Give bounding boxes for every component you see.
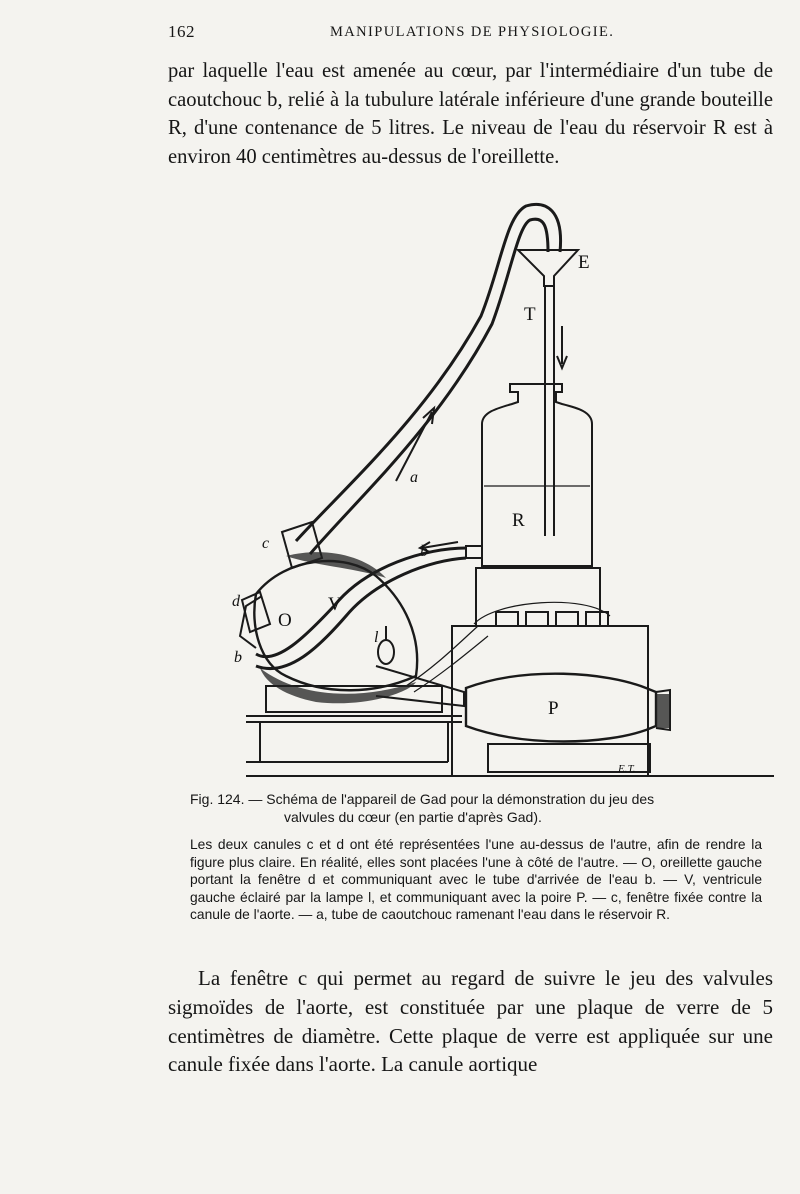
engraver-signature: E.T. <box>618 763 636 775</box>
label-c: c <box>262 535 270 552</box>
label-a: a <box>410 469 418 486</box>
label-P: P <box>548 698 559 719</box>
label-T: T <box>524 304 536 325</box>
figure-caption <box>190 790 762 924</box>
caption-title-line-2: valvules du cœur (en partie d'après Gad). <box>284 809 542 825</box>
running-head <box>168 22 773 46</box>
body-paragraph-1: par laquelle l'eau est amenée au cœur, par l'intermédiaire d'un tube de caoutchouc b, relié à la tubulure latérale inférieure d'une grande bouteille R, d'une contenance de 5 litres. Le niveau de l'eau du réservoir R est à environ 40 centimètres au-dessus de l'oreillette. <box>168 60 773 168</box>
label-V: V <box>328 594 342 615</box>
page-number: 162 <box>168 22 195 41</box>
label-b: b <box>420 543 428 560</box>
label-R: R <box>512 510 525 531</box>
label-b-lower: b <box>234 649 242 666</box>
caption-title-line-1: Fig. 124. — Schéma de l'appareil de Gad pour la démonstration du jeu des <box>190 791 655 807</box>
figure-gad-apparatus <box>226 196 786 786</box>
running-title: MANIPULATIONS DE PHYSIOLOGIE. <box>330 24 615 40</box>
body-paragraph-2: La fenêtre c qui permet au regard de suivre le jeu des valvules sigmoïdes de l'aorte, est constituée par une plaque de verre de 5 centimètres de diamètre. Cette plaque de verre est appliquée sur une canule fixée dans l'aorte. La canule aortique <box>168 966 773 1077</box>
label-d: d <box>232 593 240 610</box>
apparatus-illustration <box>226 196 786 786</box>
label-l: l <box>374 629 379 646</box>
caption-legend: Les deux canules c et d ont été représentées l'une au-dessus de l'autre, afin de rendre la figure plus claire. En réalité, elles sont placées l'une à côté de l'autre. — O, oreillette gauche portant la fenêtre d et communiquant avec le tube d'arrivée de l'eau b. — V, ventricule gauche éclairé par la lampe l, et communiquant avec la poire P. — c, fenêtre fixée contre la canule de l'aorte. — a, tube de caoutchouc ramenant l'eau dans le réservoir R. <box>190 837 762 923</box>
label-O: O <box>278 610 292 631</box>
label-E: E <box>578 252 590 273</box>
caption-title <box>190 790 762 826</box>
